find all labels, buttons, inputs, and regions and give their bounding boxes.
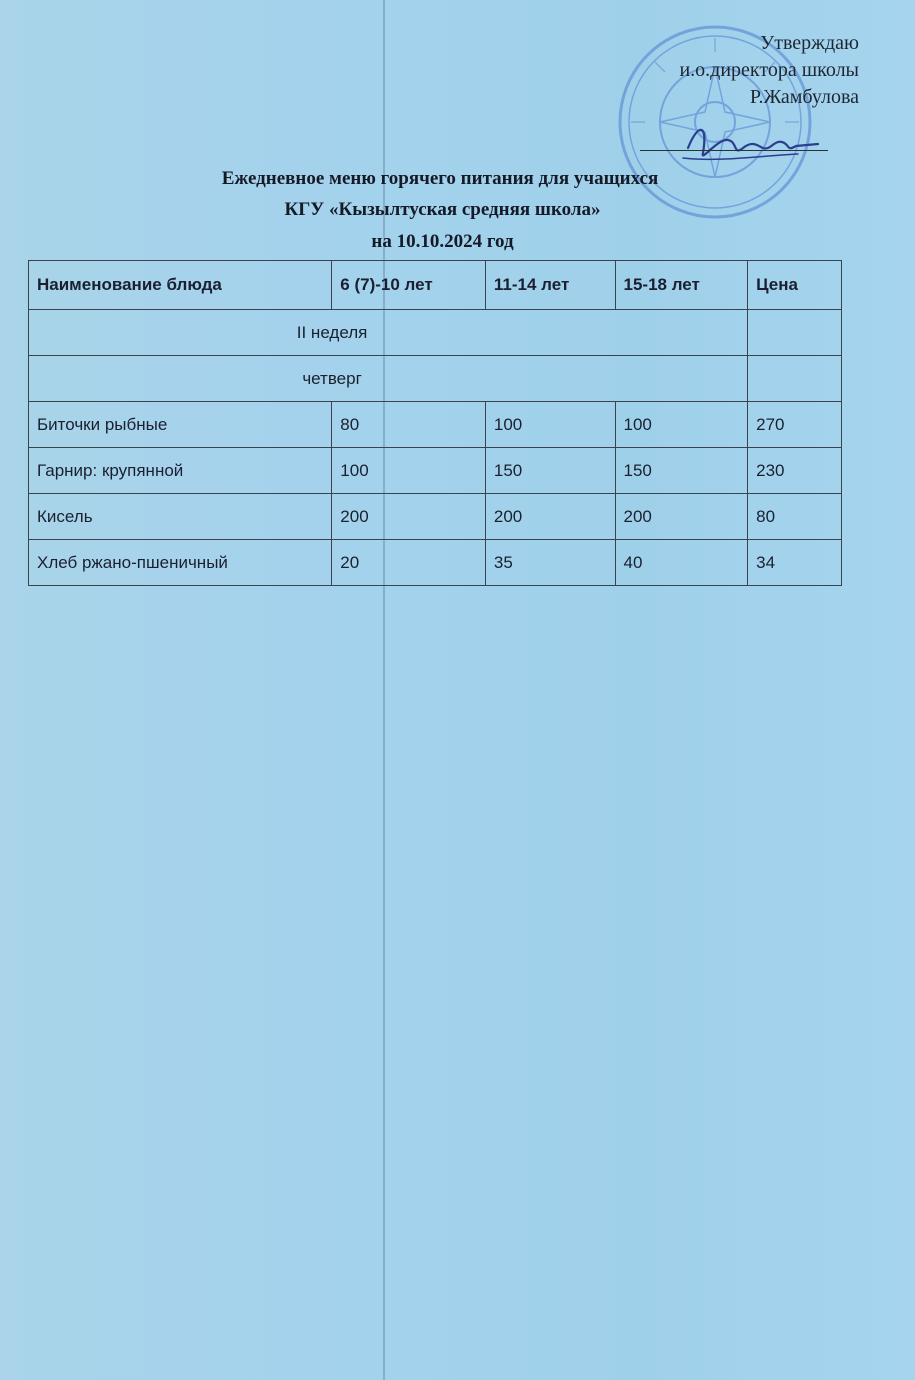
portion-15-18: 150 xyxy=(615,448,748,494)
dish-price: 34 xyxy=(748,540,842,586)
dish-name: Хлеб ржано-пшеничный xyxy=(29,540,332,586)
day-price-cell xyxy=(748,356,842,402)
column-header-price: Цена xyxy=(748,261,842,310)
table-row xyxy=(29,402,842,448)
table-row xyxy=(29,540,842,586)
day-label: четверг xyxy=(29,356,748,402)
signature-underline xyxy=(640,150,828,151)
approval-block xyxy=(679,30,859,111)
approval-line-position: и.о.директора школы xyxy=(679,59,859,81)
table-header-row xyxy=(29,261,842,310)
column-header-dish: Наименование блюда xyxy=(29,261,332,310)
portion-7-10: 20 xyxy=(332,540,486,586)
dish-price: 80 xyxy=(748,494,842,540)
portion-15-18: 40 xyxy=(615,540,748,586)
portion-11-14: 150 xyxy=(485,448,615,494)
portion-11-14: 200 xyxy=(485,494,615,540)
dish-name: Биточки рыбные xyxy=(29,402,332,448)
portion-15-18: 200 xyxy=(615,494,748,540)
portion-11-14: 100 xyxy=(485,402,615,448)
column-header-age-7-10: 6 (7)-10 лет xyxy=(332,261,486,310)
week-price-cell xyxy=(748,310,842,356)
director-signature xyxy=(678,118,828,168)
dish-name: Кисель xyxy=(29,494,332,540)
table-row xyxy=(29,448,842,494)
column-header-age-11-14: 11-14 лет xyxy=(485,261,615,310)
menu-table xyxy=(28,260,842,586)
school-name: КГУ «Кызылтуская средняя школа» xyxy=(284,199,601,220)
portion-7-10: 100 xyxy=(332,448,486,494)
dish-name: Гарнир: крупянной xyxy=(29,448,332,494)
table-row xyxy=(29,494,842,540)
column-header-age-15-18: 15-18 лет xyxy=(615,261,748,310)
approval-line-name: Р.Жамбулова xyxy=(749,86,859,108)
day-row xyxy=(29,356,842,402)
dish-price: 230 xyxy=(748,448,842,494)
document-title: Ежедневное меню горячего питания для учащихся xyxy=(221,168,659,189)
week-row xyxy=(29,310,842,356)
dish-price: 270 xyxy=(748,402,842,448)
portion-7-10: 200 xyxy=(332,494,486,540)
portion-11-14: 35 xyxy=(485,540,615,586)
menu-date: на 10.10.2024 год xyxy=(371,231,514,252)
portion-7-10: 80 xyxy=(332,402,486,448)
portion-15-18: 100 xyxy=(615,402,748,448)
approval-line-approve: Утверждаю xyxy=(760,32,859,54)
week-label: II неделя xyxy=(29,310,748,356)
